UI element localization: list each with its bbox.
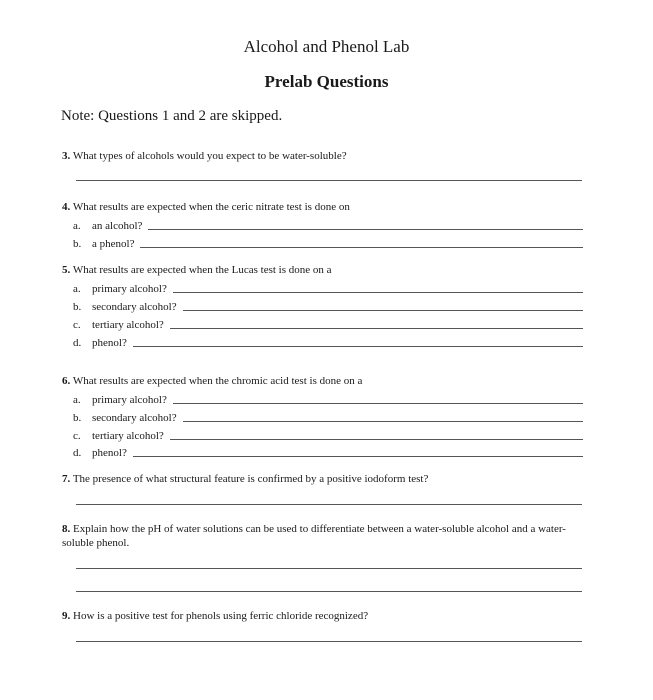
question-8	[62, 522, 592, 550]
answer-line[interactable]	[183, 310, 583, 311]
question-6	[62, 374, 362, 388]
question-6d	[73, 446, 583, 460]
answer-line[interactable]	[170, 439, 583, 440]
answer-line[interactable]	[173, 403, 583, 404]
part-letter: d.	[73, 337, 82, 349]
question-7	[62, 472, 428, 486]
part-letter: a.	[73, 283, 81, 295]
question-text: What types of alcohols would you expect to be water-soluble?	[72, 150, 347, 162]
part-text: tertiary alcohol?	[92, 319, 164, 331]
question-5d	[73, 336, 583, 350]
answer-line[interactable]	[76, 180, 582, 181]
answer-line[interactable]	[183, 421, 583, 422]
question-number: 7.	[62, 473, 71, 485]
question-number: 9.	[62, 610, 71, 622]
part-letter: a.	[73, 220, 81, 232]
answer-line[interactable]	[173, 292, 583, 293]
answer-line[interactable]	[76, 591, 582, 592]
answer-line[interactable]	[76, 568, 582, 569]
question-9	[62, 609, 368, 623]
answer-line[interactable]	[148, 229, 583, 230]
part-text: tertiary alcohol?	[92, 430, 164, 442]
question-number: 4.	[62, 201, 71, 213]
question-6b	[73, 411, 583, 425]
question-6c	[73, 429, 583, 443]
part-text: secondary alcohol?	[92, 412, 177, 424]
question-3	[62, 149, 347, 163]
answer-line[interactable]	[133, 346, 583, 347]
answer-line[interactable]	[140, 247, 583, 248]
question-text: How is a positive test for phenols using ferric chloride recognized?	[73, 610, 369, 622]
part-text: an alcohol?	[92, 220, 143, 232]
part-text: primary alcohol?	[92, 283, 167, 295]
question-4b	[73, 237, 583, 251]
question-4a	[73, 219, 583, 233]
question-5	[62, 263, 332, 277]
answer-line[interactable]	[76, 641, 582, 642]
question-text: What results are expected when the Lucas test is done on a	[72, 264, 332, 276]
part-text: phenol?	[92, 447, 127, 459]
part-letter: b.	[73, 301, 82, 313]
question-text: What results are expected when the ceric nitrate test is done on	[72, 201, 350, 213]
question-number: 8.	[62, 523, 71, 535]
part-letter: b.	[73, 238, 82, 250]
question-text: Explain how the pH of water solutions can be used to differentiate between a water-soluble alcohol and a water-soluble phenol.	[62, 523, 566, 549]
question-text: The presence of what structural feature is confirmed by a positive iodoform test?	[72, 473, 429, 485]
part-letter: c.	[73, 430, 81, 442]
part-text: phenol?	[92, 337, 127, 349]
question-5a	[73, 282, 583, 296]
question-number: 5.	[62, 264, 71, 276]
part-text: secondary alcohol?	[92, 301, 177, 313]
part-letter: d.	[73, 447, 82, 459]
question-number: 6.	[62, 375, 71, 387]
answer-line[interactable]	[133, 456, 583, 457]
question-5c	[73, 318, 583, 332]
part-text: primary alcohol?	[92, 394, 167, 406]
question-5b	[73, 300, 583, 314]
answer-line[interactable]	[170, 328, 583, 329]
question-number: 3.	[62, 150, 71, 162]
question-text: What results are expected when the chromic acid test is done on a	[72, 375, 363, 387]
part-letter: b.	[73, 412, 82, 424]
page-subtitle: Prelab Questions	[264, 72, 389, 91]
note: Note: Questions 1 and 2 are skipped.	[61, 108, 283, 124]
part-text: a phenol?	[92, 238, 135, 250]
part-letter: a.	[73, 394, 81, 406]
page-title: Alcohol and Phenol Lab	[243, 37, 410, 56]
part-letter: c.	[73, 319, 81, 331]
question-4	[62, 200, 350, 214]
answer-line[interactable]	[76, 504, 582, 505]
question-6a	[73, 393, 583, 407]
